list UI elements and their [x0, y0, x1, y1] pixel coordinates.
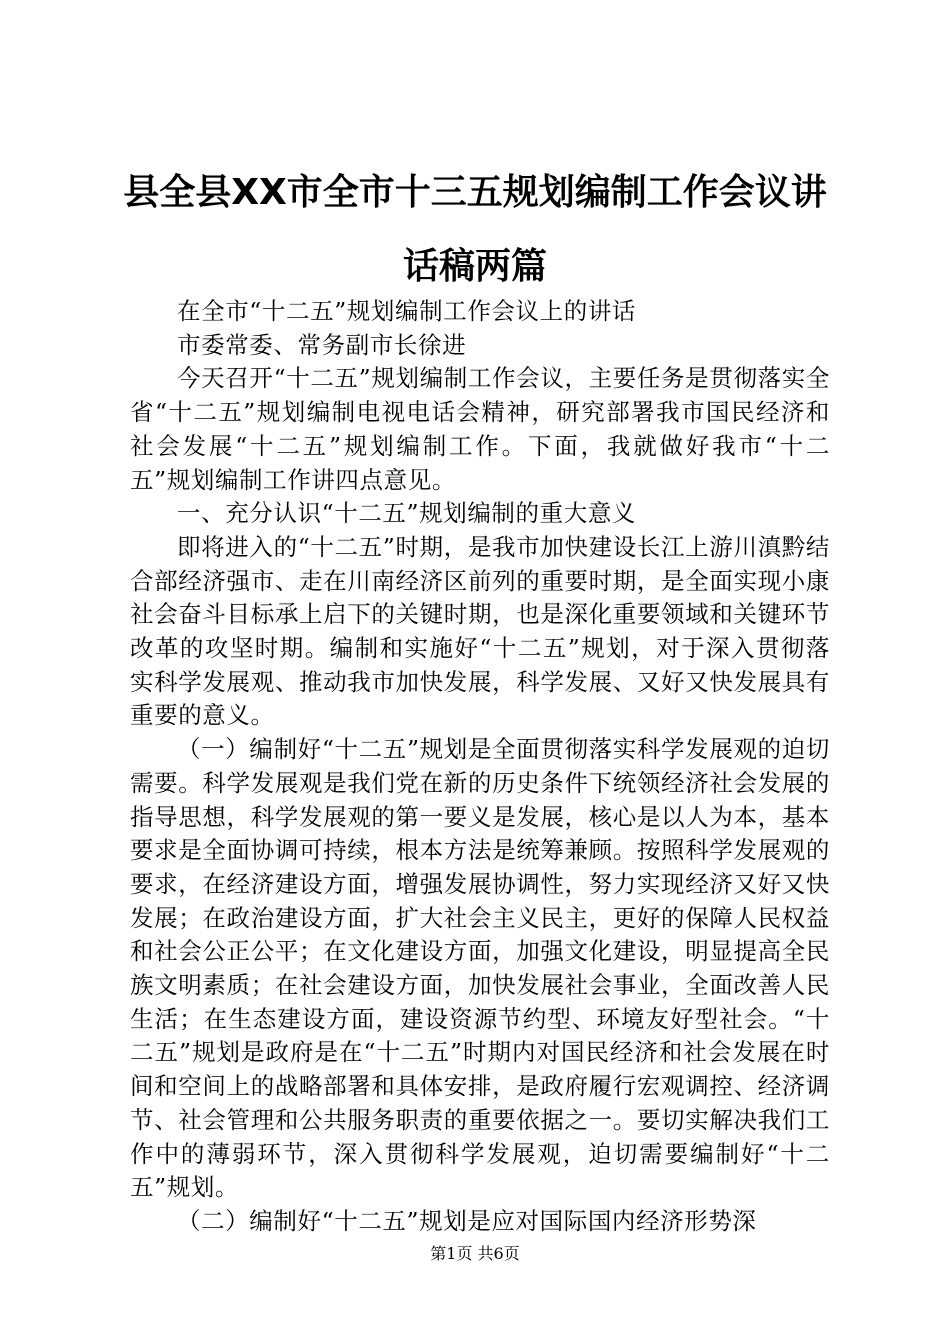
paragraph-point-2: （二）编制好“十二五”规划是应对国际国内经济形势深: [177, 1206, 757, 1235]
document-title: 县全县XX市全市十三五规划编制工作会议讲话稿两篇: [123, 172, 827, 287]
paragraph-speech-heading: 在全市“十二五”规划编制工作会议上的讲话: [177, 297, 637, 325]
paragraph-speaker: 市委常委、常务副市长徐进: [177, 330, 467, 359]
document-body: [130, 295, 830, 1239]
paragraph-intro: 今天召开“十二五”规划编制工作会议，主要任务是贯彻落实全省“十二五”规划编制电视电话会精神，研究部署我市国民经济和社会发展“十二五”规划编制工作。下面，我就做好我市“十二五”规划编制工作讲四点意见。: [130, 364, 830, 494]
paragraph-point-1: （一）编制好“十二五”规划是全面贯彻落实科学发展观的迫切需要。科学发展观是我们党在新的历史条件下统领经济社会发展的指导思想，科学发展观的第一要义是发展，核心是以人为本，基本要求是全面协调可持续，根本方法是统筹兼顾。按照科学发展观的要求，在经济建设方面，增强发展协调性，努力实现经济又好又快发展；在政治建设方面，扩大社会主义民主，更好的保障人民权益和社会公正公平；在文化建设方面，加强文化建设，明显提高全民族文明素质；在社会建设方面，加快发展社会事业，全面改善人民生活；在生态建设方面，建设资源节约型、环境友好型社会。“十二五”规划是政府是在“十二五”时期内对国民经济和社会发展在时间和空间上的战略部署和具体安排，是政府履行宏观调控、经济调节、社会管理和公共服务职责的重要依据之一。要切实解决我们工作中的薄弱环节，深入贯彻科学发展观，迫切需要编制好“十二五”规划。: [130, 735, 830, 1202]
paragraph-section-1-body: 即将进入的“十二五”时期，是我市加快建设长江上游川滇黔结合部经济强市、走在川南经济区前列的重要时期，是全面实现小康社会奋斗目标承上启下的关键时期，也是深化重要领域和关键环节改革的攻坚时期。编制和实施好“十二五”规划，对于深入贯彻落实科学发展观、推动我市加快发展，科学发展、又好又快发展具有重要的意义。: [130, 532, 830, 730]
page-footer: 第1页 共6页: [430, 1244, 520, 1263]
paragraph-section-1-heading: 一、充分认识“十二五”规划编制的重大意义: [177, 499, 637, 528]
